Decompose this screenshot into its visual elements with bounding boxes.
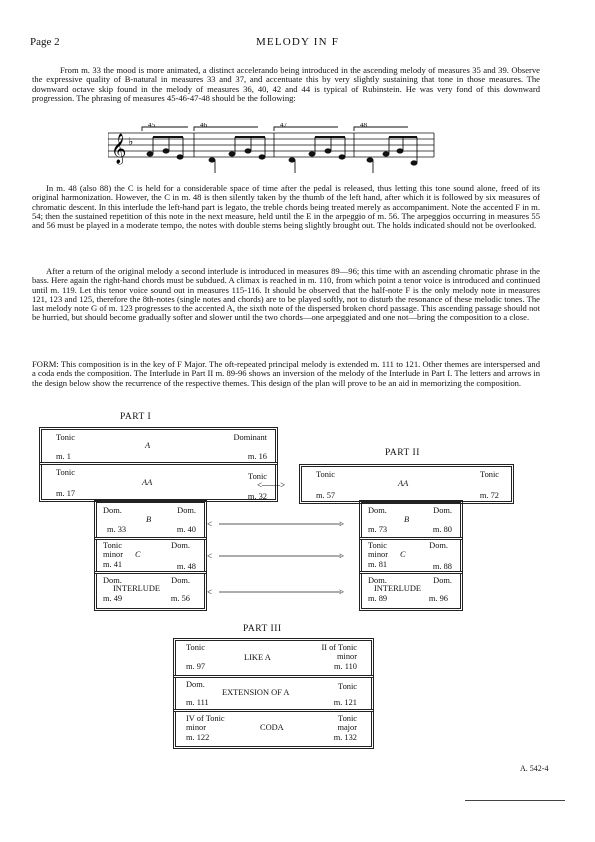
arrow-right: > (339, 587, 345, 597)
measure-start: m. 1 (56, 452, 71, 461)
part1-interlude-box (96, 573, 205, 609)
harmony-label: Dom. (103, 506, 122, 515)
harmony-label: Dom. (171, 576, 190, 585)
paragraph-2: In m. 48 (also 88) the C is held for a considerable space of time after the pedal is released, thus letting this tone sound alone, freed of its original harmonization. However, the C in m. 48 is then silently taken by the thumb of the left hand, after which it is followed by six measures of chromatic descent. In this interlude the left-hand part is legato, the treble chords being treated merely as accompaniment. Note the accented F in m. 54; then the sustained repetition of this note in the next measure, held until the E in the arpeggio of m. 56. The arpeggios occurring in measures 55 and 56 must be played in a moderate tempo, the notes with double stems being slightly brought out. The holds indicated should not be overlooked. (32, 183, 540, 231)
plate-number: A. 542-4 (520, 764, 549, 773)
harmony-label: Tonic (103, 541, 122, 550)
music-notation-excerpt (108, 123, 438, 175)
measure-start: m. 57 (316, 491, 336, 500)
part3-like-a-box (175, 640, 372, 676)
measure-start: m. 111 (186, 698, 209, 707)
harmony-label: Dom. (429, 541, 448, 550)
part2-b-box (361, 502, 461, 538)
harmony-label: Tonic (56, 433, 75, 442)
page-title: MELODY IN F (255, 36, 340, 48)
harmony-label: Tonic (56, 468, 75, 477)
harmony-label: Dom. (186, 680, 205, 689)
measure-end: m. 110 (334, 662, 357, 671)
harmony-label: IV of Tonic (186, 714, 225, 723)
part2-aa-box (301, 466, 512, 502)
part1-c-box (96, 539, 205, 572)
harmony-mode: minor (336, 652, 357, 661)
page-number: Page 2 (30, 36, 60, 48)
harmony-label: Tonic (338, 682, 357, 691)
footer-rule (465, 800, 565, 801)
theme-arrows (211, 517, 357, 609)
theme-letter: C (400, 550, 406, 559)
harmony-label: Dom. (433, 506, 452, 515)
harmony-label: Dom. (103, 576, 122, 585)
harmony-label: Tonic (248, 472, 267, 481)
harmony-label: Dom. (368, 506, 387, 515)
measure-label: 46 (200, 123, 207, 129)
harmony-label: II of Tonic (321, 643, 357, 652)
measure-start: m. 122 (186, 733, 210, 742)
measure-start: m. 89 (368, 594, 388, 603)
part3-extension-box (175, 677, 372, 710)
part-three-heading: PART III (243, 624, 282, 634)
arrow-left: < (207, 519, 213, 529)
harmony-label: Dom. (171, 541, 190, 550)
treble-clef-icon: 𝄞 (111, 134, 127, 164)
harmony-label: Tonic (338, 714, 357, 723)
part1-a-box (41, 429, 276, 463)
arrow-left: < (207, 551, 213, 561)
harmony-label: Dom. (177, 506, 196, 515)
part-one-heading: PART I (120, 412, 152, 422)
measure-end: m. 80 (432, 525, 452, 534)
section-name: CODA (260, 723, 284, 732)
measure-end: m. 40 (176, 525, 196, 534)
measure-end: m. 56 (170, 594, 190, 603)
part1-b-box (96, 502, 205, 538)
harmony-label: Tonic (186, 643, 205, 652)
part1-aa-box (41, 464, 276, 500)
harmony-label: Tonic (368, 541, 387, 550)
measure-start: m. 41 (103, 560, 123, 569)
measure-end: m. 121 (333, 698, 357, 707)
arrow-left: < (207, 587, 213, 597)
harmony-label: Tonic (480, 470, 499, 479)
section-name: INTERLUDE (374, 584, 421, 593)
harmony-mode: minor (368, 550, 389, 559)
harmony-label: Dom. (433, 576, 452, 585)
measure-label: 47 (280, 123, 287, 129)
part2-interlude-box (361, 573, 461, 609)
measure-end: m. 48 (176, 562, 196, 571)
harmony-mode: minor (103, 550, 124, 559)
paragraph-form: FORM: This composition is in the key of F Major. The oft-repeated principal melody is extended m. 111 to 121. Other themes are interspersed and a coda ends the composition. The Interlude in Part II m. 89-96 shows an inversion of the melody of the Interlude in Part I. The letters and arrows in the design below show the recurrence of the respective themes. This design of the plan will prove to be an aid in memorizing the composition. (32, 359, 540, 388)
measure-label: 48 (360, 123, 367, 129)
paragraph-1: From m. 33 the mood is more animated, a distinct accelerando being introduced in the ascending melody of measures 35 and 39. Observe the expressive quality of B-natural in measures 33 and 37, and accentuate this by very slightly sustaining that tone in those measures. The downward octave skip found in the melody of measures 36, 40, 42 and 44 is typical of Rubinstein. He was very fond of this downward progression. The phrasing of measures 45-46-47-48 should be the following: (32, 65, 540, 103)
harmony-mode: minor (186, 723, 207, 732)
harmony-label: Tonic (316, 470, 335, 479)
svg-text:♭: ♭ (128, 135, 134, 148)
part-two-heading: PART II (385, 448, 420, 458)
section-name: INTERLUDE (113, 584, 160, 593)
arrow-right: > (339, 519, 345, 529)
measure-end: m. 32 (247, 492, 267, 501)
measure-end: m. 132 (333, 733, 357, 742)
measure-start: m. 73 (368, 525, 388, 534)
theme-letter: AA (142, 478, 153, 487)
aa-arrow: <——> (257, 480, 286, 490)
measure-label: 45 (148, 123, 155, 129)
arrow-right: > (339, 551, 345, 561)
harmony-mode: major (337, 723, 357, 732)
measure-end: m. 96 (428, 594, 448, 603)
theme-letter: B (404, 515, 410, 524)
section-name: LIKE A (244, 653, 271, 662)
measure-start: m. 81 (368, 560, 388, 569)
paragraph-3: After a return of the original melody a second interlude is introduced in measures 89—96; this time with an ascending chromatic phrase in the bass. Here again the right-hand chords must be subdued. A climax is reached in m. 110, from which point a tenor voice is introduced and continued until m. 119. Let this tenor voice sound out in measures 115-116. It should be observed that the half-note F is the only melody note in measures 121, 123 and 125, therefore the 8th-notes (single notes and chords) are to be played softly, not to disturb the resonance of these melodic tones. The last melody note G of m. 123 progresses to the accented A, the sixth note of the dispersed broken chord passage. This ascending passage should not be hurried, but should become gradually softer and slower until the two chords—one arpeggiated and one not—bring the composition to a close. (32, 266, 540, 323)
section-name: EXTENSION OF A (222, 688, 290, 697)
theme-letter: AA (398, 479, 409, 488)
measure-end: m. 16 (247, 452, 267, 461)
measure-end: m. 72 (479, 491, 499, 500)
measure-end: m. 88 (432, 562, 452, 571)
measure-start: m. 33 (107, 525, 127, 534)
part2-c-box (361, 539, 461, 572)
theme-letter: B (146, 515, 152, 524)
harmony-label: Dominant (233, 433, 267, 442)
theme-letter: A (145, 441, 151, 450)
theme-letter: C (135, 550, 141, 559)
measure-start: m. 17 (56, 489, 76, 498)
harmony-label: Dom. (368, 576, 387, 585)
measure-start: m. 49 (103, 594, 123, 603)
part3-coda-box (175, 711, 372, 747)
measure-start: m. 97 (186, 662, 206, 671)
